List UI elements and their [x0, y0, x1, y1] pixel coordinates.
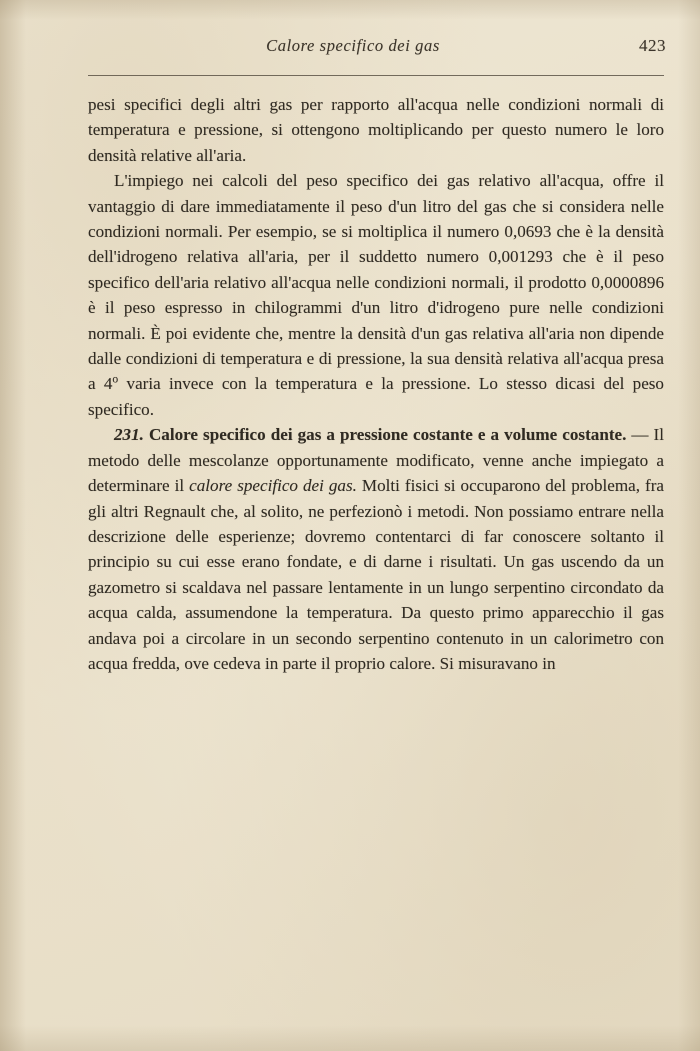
paragraph-2-text-part-2: varia invece con la temperatura e la pressione. Lo stesso dicasi del peso specifico.: [88, 374, 664, 419]
page-content: [88, 36, 666, 676]
body-text: [88, 92, 664, 676]
page-edge-shadow-right: [678, 0, 700, 1051]
paragraph-3-text-part-1: — Il metodo delle mescolanze opportunamente modificato, venne anche impiegato a determinare il: [88, 425, 664, 496]
page-edge-shadow-bottom: [0, 1025, 700, 1051]
paragraph-2-text-part-1: L'impiego nei calcoli del peso specifico dei gas relativo all'acqua, offre il vantaggio di dare immediatamente il peso d'un litro del gas che si considera nelle condizioni normali. Per esempio, se si moltiplica il numero 0,0693 che è la densità dell'idrogeno relativa all'aria, per il suddetto numero 0,001293 che è il peso specifico dell'aria relativo all'acqua nelle condizioni normali, il prodotto 0,0000896 è il peso espresso in chilogrammi d'un litro d'idrogeno pure nelle condizioni normali. È poi evidente che, mentre la densità d'un gas relativa all'aria non dipende dalle condizioni di temperatura e di pressione, la sua densità relativa all'acqua presa a 4: [88, 171, 664, 394]
page-number: 423: [639, 36, 666, 55]
header-rule: [88, 75, 664, 76]
section-number: 231.: [114, 425, 144, 445]
section-title: Calore specifico dei gas a pressione costante e a volume costante.: [148, 425, 627, 445]
page-edge-shadow-top: [0, 0, 700, 20]
page-header: [88, 36, 666, 66]
paragraph-1: [88, 92, 664, 168]
paragraph-1-text: pesi specifici degli altri gas per rapporto all'acqua nelle condizioni normali di temperatura e pressione, si ottengono moltiplicando per questo numero le loro densità relative all'aria.: [88, 95, 664, 165]
running-head: Calore specifico dei gas: [266, 36, 440, 55]
paragraph-3: [88, 422, 664, 676]
page-edge-shadow-left: [0, 0, 26, 1051]
emphasized-phrase: calore specifico dei gas.: [189, 476, 357, 496]
paragraph-2: [88, 168, 664, 422]
degree-superscript: o: [112, 372, 119, 386]
paragraph-3-text-part-2: Molti fisici si occuparono del problema, fra gli altri Regnault che, al solito, ne perfezionò i metodi. Non possiamo entrare nella descrizione delle esperienze; dovremo contentarci di far conoscere soltanto il principio su cui esse erano fondate, e di darne i risultati. Un gas uscendo da un gazometro si scaldava nel passare lentamente in un lungo serpentino circondato da acqua calda, assumendone la temperatura. Da questo primo apparecchio il gas andava poi a circolare in un secondo serpentino contenuto in un calorimetro con acqua fredda, ove cedeva in parte il proprio calore. Si misuravano in: [88, 476, 665, 673]
